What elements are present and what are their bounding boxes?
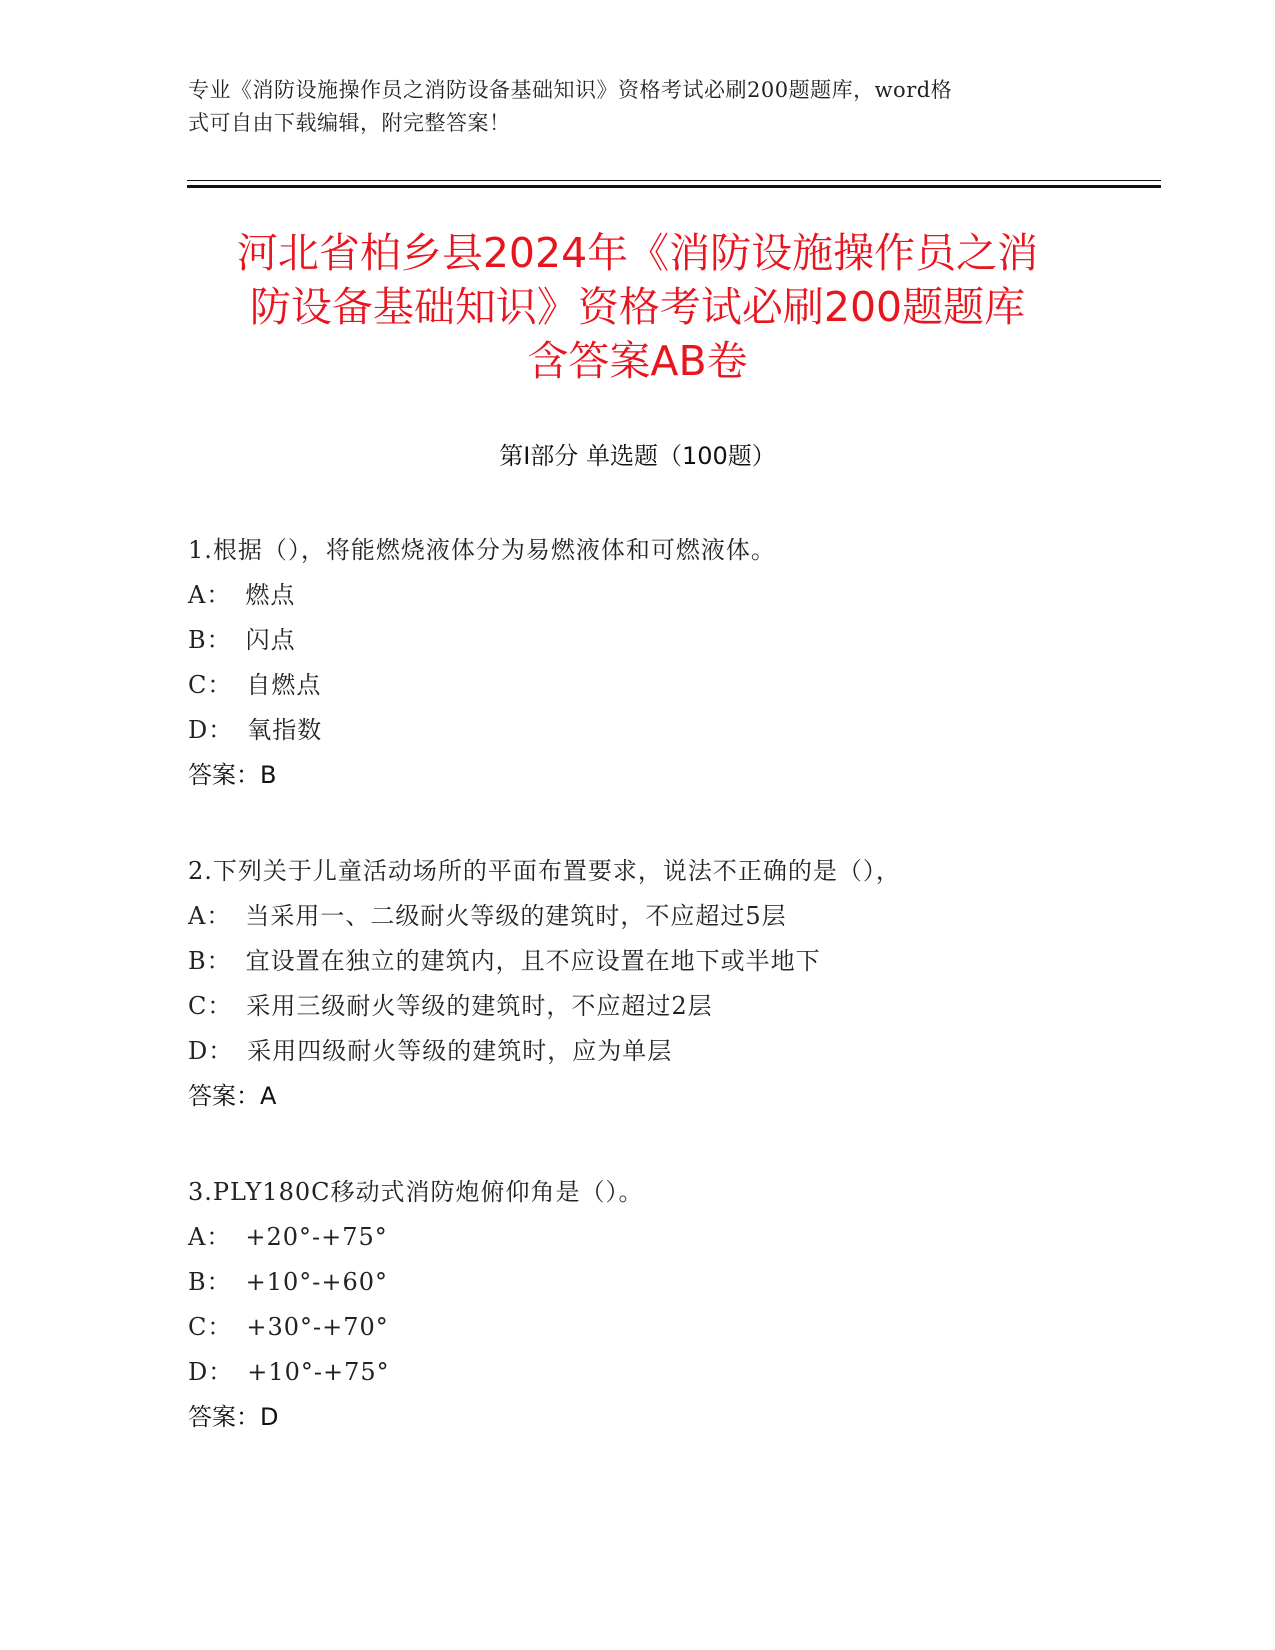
- option-text: 闪点: [245, 626, 296, 654]
- option-b: [188, 618, 1088, 663]
- option-key: C：: [188, 1313, 233, 1341]
- option-c: [188, 663, 1088, 708]
- option-text: 宜设置在独立的建筑内，且不应设置在地下或半地下: [245, 947, 821, 975]
- option-key: B：: [188, 626, 232, 654]
- answer-label: 答案：: [188, 761, 260, 789]
- option-c: [188, 1305, 1088, 1350]
- option-text: 当采用一、二级耐火等级的建筑时，不应超过5层: [245, 902, 787, 930]
- header-note-line-1: 专业《消防设施操作员之消防设备基础知识》资格考试必刷200题题库，word格: [188, 78, 953, 102]
- option-a: [188, 573, 1088, 618]
- header-divider-thick: [187, 185, 1161, 188]
- question-stem: 2.下列关于儿童活动场所的平面布置要求，说法不正确的是（），: [188, 857, 901, 885]
- option-text: 自燃点: [246, 671, 322, 699]
- option-key: A：: [188, 581, 232, 609]
- option-key: B：: [188, 947, 232, 975]
- question-item: [188, 849, 1088, 1119]
- option-d: [188, 1029, 1088, 1074]
- answer-label: 答案：: [188, 1403, 260, 1431]
- answer-line: [188, 1395, 1088, 1440]
- option-key: D：: [188, 1358, 234, 1386]
- section-heading: 第Ⅰ部分 单选题（100题）: [499, 442, 776, 470]
- answer-value: B: [260, 761, 277, 789]
- title-line-1: 河北省柏乡县2024年《消防设施操作员之消: [236, 229, 1039, 277]
- answer-line: [188, 1074, 1088, 1119]
- title-line-2: 防设备基础知识》资格考试必刷200题题库: [249, 283, 1026, 331]
- option-text: 采用四级耐火等级的建筑时，应为单层: [247, 1037, 673, 1065]
- option-b: [188, 1260, 1088, 1305]
- option-key: C：: [188, 992, 233, 1020]
- option-text: 燃点: [245, 581, 296, 609]
- question-item: [188, 528, 1088, 798]
- option-d: [188, 708, 1088, 753]
- option-text: 氧指数: [247, 716, 323, 744]
- title-line-3: 含答案AB卷: [527, 337, 748, 385]
- option-key: C：: [188, 671, 233, 699]
- question-stem: 1.根据（），将能燃烧液体分为易燃液体和可燃液体。: [188, 536, 776, 564]
- question-stem: 3.PLY180C移动式消防炮俯仰角是（）。: [188, 1178, 644, 1206]
- option-key: A：: [188, 1223, 232, 1251]
- answer-value: D: [260, 1403, 279, 1431]
- option-key: B：: [188, 1268, 232, 1296]
- header-note: [188, 74, 1068, 140]
- header-divider-thin: [187, 180, 1161, 181]
- option-c: [188, 984, 1088, 1029]
- answer-label: 答案：: [188, 1082, 260, 1110]
- option-a: [188, 894, 1088, 939]
- option-key: D：: [188, 1037, 234, 1065]
- option-text: +10°-+60°: [245, 1268, 389, 1296]
- header-note-line-2: 式可自由下载编辑，附完整答案！: [188, 111, 511, 135]
- question-list: [188, 528, 1088, 1491]
- option-key: D：: [188, 716, 234, 744]
- answer-value: A: [260, 1082, 277, 1110]
- option-text: +10°-+75°: [247, 1358, 390, 1386]
- answer-line: [188, 753, 1088, 798]
- option-text: 采用三级耐火等级的建筑时，不应超过2层: [246, 992, 713, 1020]
- option-a: [188, 1215, 1088, 1260]
- option-text: +30°-+70°: [246, 1313, 389, 1341]
- question-item: [188, 1170, 1088, 1440]
- option-text: +20°-+75°: [245, 1223, 388, 1251]
- option-key: A：: [188, 902, 232, 930]
- option-d: [188, 1350, 1088, 1395]
- option-b: [188, 939, 1088, 984]
- document-title: [150, 226, 1125, 388]
